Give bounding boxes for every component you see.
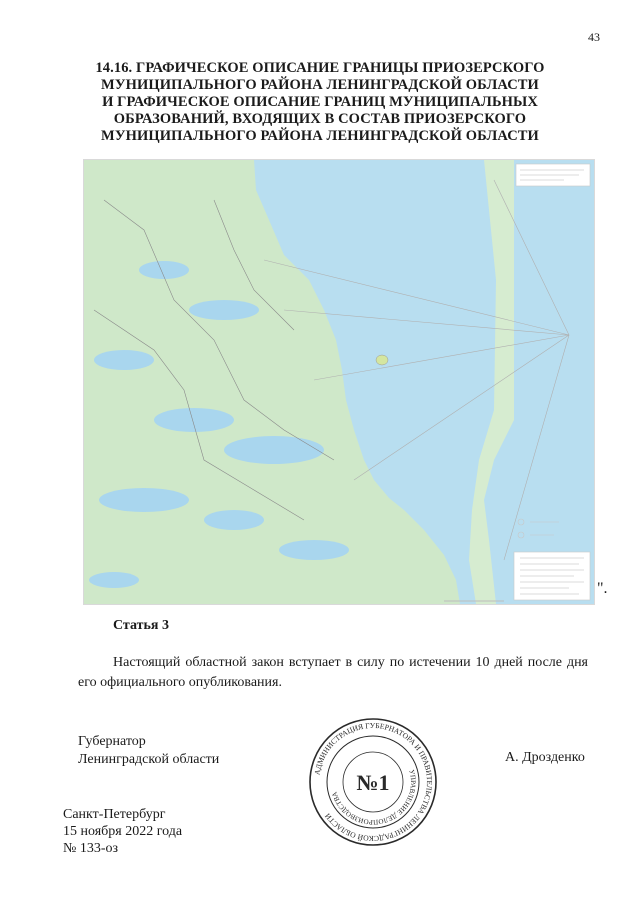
signature-name: А. Дрозденко — [505, 750, 585, 765]
heading-line: 14.16. ГРАФИЧЕСКОЕ ОПИСАНИЕ ГРАНИЦЫ ПРИОЗЕРСКОГО — [95, 60, 545, 76]
footer-city: Санкт-Петербург — [63, 807, 166, 822]
lake — [154, 408, 234, 432]
map-graphic — [84, 160, 594, 604]
page-number: 43 — [588, 30, 600, 44]
section-heading — [60, 60, 580, 145]
lake — [224, 436, 324, 464]
heading-line: И ГРАФИЧЕСКОЕ ОПИСАНИЕ ГРАНИЦ МУНИЦИПАЛЬНЫХ — [102, 94, 538, 110]
signature-title-line: Губернатор — [78, 734, 146, 749]
lake — [189, 300, 259, 320]
lake — [279, 540, 349, 560]
lake — [89, 572, 139, 588]
heading-line: МУНИЦИПАЛЬНОГО РАЙОНА ЛЕНИНГРАДСКОЙ ОБЛАСТИ — [101, 128, 539, 144]
article-label: Статья 3 — [113, 618, 169, 633]
seal-outer-text: АДМИНИСТРАЦИЯ ГУБЕРНАТОРА И ПРАВИТЕЛЬСТВА ЛЕНИНГРАДСКОЙ ОБЛАСТИ — [312, 720, 435, 844]
map-image — [83, 159, 595, 605]
footer-number: № 133-оз — [63, 841, 119, 856]
official-seal — [307, 716, 439, 848]
closing-quote: ". — [597, 580, 608, 597]
signature-title — [78, 733, 219, 769]
heading-line: МУНИЦИПАЛЬНОГО РАЙОНА ЛЕНИНГРАДСКОЙ ОБЛАСТИ — [101, 77, 539, 93]
heading-line: ОБРАЗОВАНИЙ, ВХОДЯЩИХ В СОСТАВ ПРИОЗЕРСКОГО — [113, 111, 527, 127]
seal-center-text: №1 — [356, 770, 390, 795]
law-paragraph: Настоящий областной закон вступает в силу по истечении 10 дней после дня его официального опубликования. — [78, 655, 588, 690]
footer-date: 15 ноября 2022 года — [63, 824, 183, 839]
signature-title-line: Ленинградской области — [78, 752, 220, 767]
lake — [204, 510, 264, 530]
lake — [94, 350, 154, 370]
island — [376, 355, 388, 365]
lake — [99, 488, 189, 512]
seal-inner-text: УПРАВЛЕНИЕ ДЕЛОПРОИЗВОДСТВА — [330, 768, 418, 827]
footer-block — [63, 806, 182, 857]
